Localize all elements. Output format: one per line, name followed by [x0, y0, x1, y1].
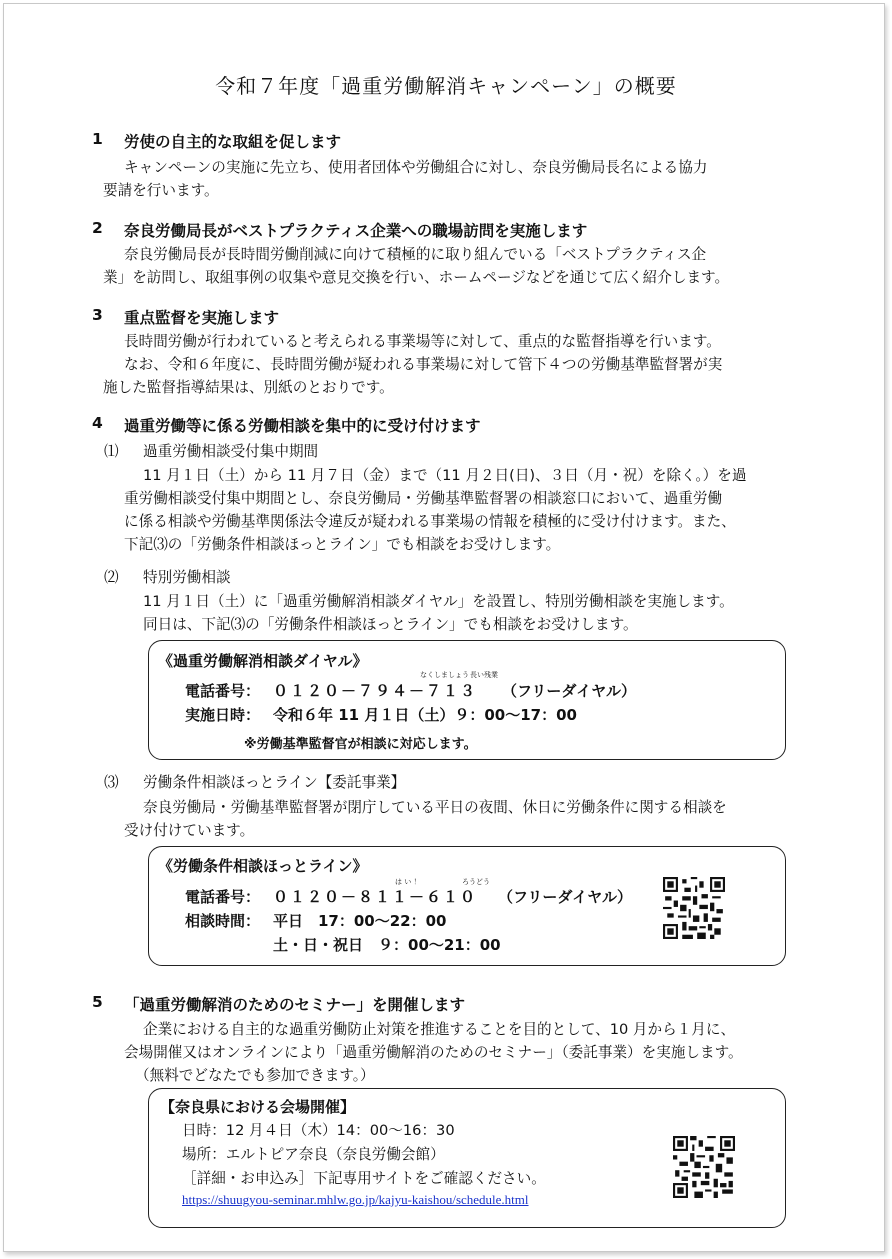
section-1-line-1: キャンペーンの実施に先立ち、使用者団体や労働組合に対し、奈良労働局長名による協力 — [124, 159, 708, 176]
tel-number: ０１２０－７９４－７１３ — [273, 682, 478, 700]
hotline-qr-code[interactable] — [663, 877, 725, 939]
sub-2-heading: 特別労働相談 — [143, 569, 231, 586]
date-value: 令和６年 11 月１日（土）９：00～17：00 — [273, 706, 577, 724]
hotline-tel-number: ０１２０－８１１－６１０ — [273, 888, 478, 906]
sub-1-line-2: 重労働相談受付集中期間とし、奈良労働局・労働基準監督署の相談窓口において、過重労働 — [124, 490, 723, 507]
seminar-date: 日時：12 月４日（木）14：00～16：30 — [182, 1122, 455, 1139]
section-2-line-1: 奈良労働局長が長時間労働削減に向けて積極的に取り組んでいる「ベストプラクティス企 — [124, 246, 707, 263]
sub-3-line-2: 受け付けています。 — [124, 822, 255, 839]
sub-3-heading: 労働条件相談ほっとライン【委託事業】 — [143, 774, 406, 791]
hotline-ruby-2: ろうどう — [462, 878, 490, 886]
seminar-title: 【奈良県における会場開催】 — [160, 1098, 356, 1116]
hotline-hours-holiday: 土・日・祝日 ９：00～21：00 — [273, 936, 501, 954]
section-2-line-2: 業」を訪問し、取組事例の収集や意見交換を行い、ホームページなどを通じて広く紹介します。 — [103, 269, 730, 286]
section-2-number: 2 — [92, 219, 103, 237]
section-2-heading: 奈良労働局長がベストプラクティス企業への職場訪問を実施します — [124, 222, 588, 240]
date-label: 実施日時： — [185, 706, 261, 724]
section-3-line-2: なお、令和６年度に、長時間労働が疑われる事業場に対して管下４つの労働基準監督署が実 — [124, 356, 723, 373]
section-3-number: 3 — [92, 306, 103, 324]
section-1-heading: 労使の自主的な取組を促します — [124, 133, 342, 151]
sub-1-line-4: 下記⑶の「労働条件相談ほっとライン」でも相談をお受けします。 — [124, 536, 561, 553]
seminar-detail: ［詳細・お申込み］下記専用サイトをご確認ください。 — [182, 1170, 546, 1187]
section-3-line-1: 長時間労働が行われていると考えられる事業場等に対して、重点的な監督指導を行います。 — [124, 333, 721, 350]
sub-2-line-2: 同日は、下記⑶の「労働条件相談ほっとライン」でも相談をお受けします。 — [143, 616, 638, 633]
seminar-qr-code[interactable] — [673, 1136, 735, 1198]
section-3-line-3: 施した監督指導結果は、別紙のとおりです。 — [103, 379, 394, 396]
hotline-title: 《労働条件相談ほっとライン》 — [158, 857, 368, 875]
sub-1-number: ⑴ — [104, 443, 119, 460]
seminar-url-link[interactable]: https://shuugyou-seminar.mhlw.go.jp/kajyu-kaishou/schedule.html — [182, 1192, 529, 1207]
seminar-place: 場所：エルトピア奈良（奈良労働会館） — [182, 1146, 445, 1163]
section-5-line-3: （無料でどなたでも参加できます。） — [135, 1067, 375, 1084]
hotline-tel-note: （フリーダイヤル） — [498, 888, 632, 906]
sub-1-line-1: 11 月１日（土）から 11 月７日（金）まで（11 月２日(日)、３日（月・祝）を除く。）を過 — [143, 467, 747, 484]
section-1-line-2: 要請を行います。 — [103, 182, 219, 199]
sub-2-line-1: 11 月１日（土）に「過重労働解消相談ダイヤル」を設置し、特別労働相談を実施します。 — [143, 593, 734, 610]
hotline-hours-label: 相談時間： — [185, 912, 261, 930]
sub-1-heading: 過重労働相談受付集中期間 — [143, 443, 319, 460]
section-3-heading: 重点監督を実施します — [124, 309, 280, 327]
tel-note: （フリーダイヤル） — [502, 682, 636, 700]
tel-label: 電話番号： — [185, 682, 261, 700]
section-5-line-2: 会場開催又はオンラインにより「過重労働解消のためのセミナー」（委託事業）を実施します。 — [124, 1044, 743, 1061]
sub-2-number: ⑵ — [104, 569, 119, 586]
hotline-hours-weekday: 平日 17：00～22：00 — [273, 912, 447, 930]
section-4-number: 4 — [92, 414, 103, 432]
consultation-dial-title: 《過重労働解消相談ダイヤル》 — [158, 652, 368, 670]
section-5-heading: 「過重労働解消のためのセミナー」を開催します — [124, 996, 466, 1014]
page-title: 令和７年度「過重労働解消キャンペーン」の概要 — [215, 74, 677, 98]
hotline-ruby-1: は い ！ — [395, 878, 421, 886]
sub-3-line-1: 奈良労働局・労働基準監督署が閉庁している平日の夜間、休日に労働条件に関する相談を — [143, 799, 727, 816]
section-1-number: 1 — [92, 130, 103, 148]
hotline-tel-label: 電話番号： — [185, 888, 261, 906]
tel-ruby-2: 長い残業 — [470, 671, 498, 679]
section-4-heading: 過重労働等に係る労働相談を集中的に受け付けます — [124, 417, 481, 435]
section-5-number: 5 — [92, 993, 103, 1011]
sub-3-number: ⑶ — [104, 774, 119, 791]
sub-1-line-3: に係る相談や労働基準関係法令違反が疑われる事業場の情報を積極的に受け付けます。また、 — [124, 513, 736, 530]
inspector-note: ※労働基準監督官が相談に対応します。 — [244, 737, 477, 752]
tel-ruby-1: なくしましょう — [420, 671, 469, 679]
section-5-line-1: 企業における自主的な過重労働防止対策を推進することを目的として、10 月から１月に、 — [143, 1021, 736, 1038]
